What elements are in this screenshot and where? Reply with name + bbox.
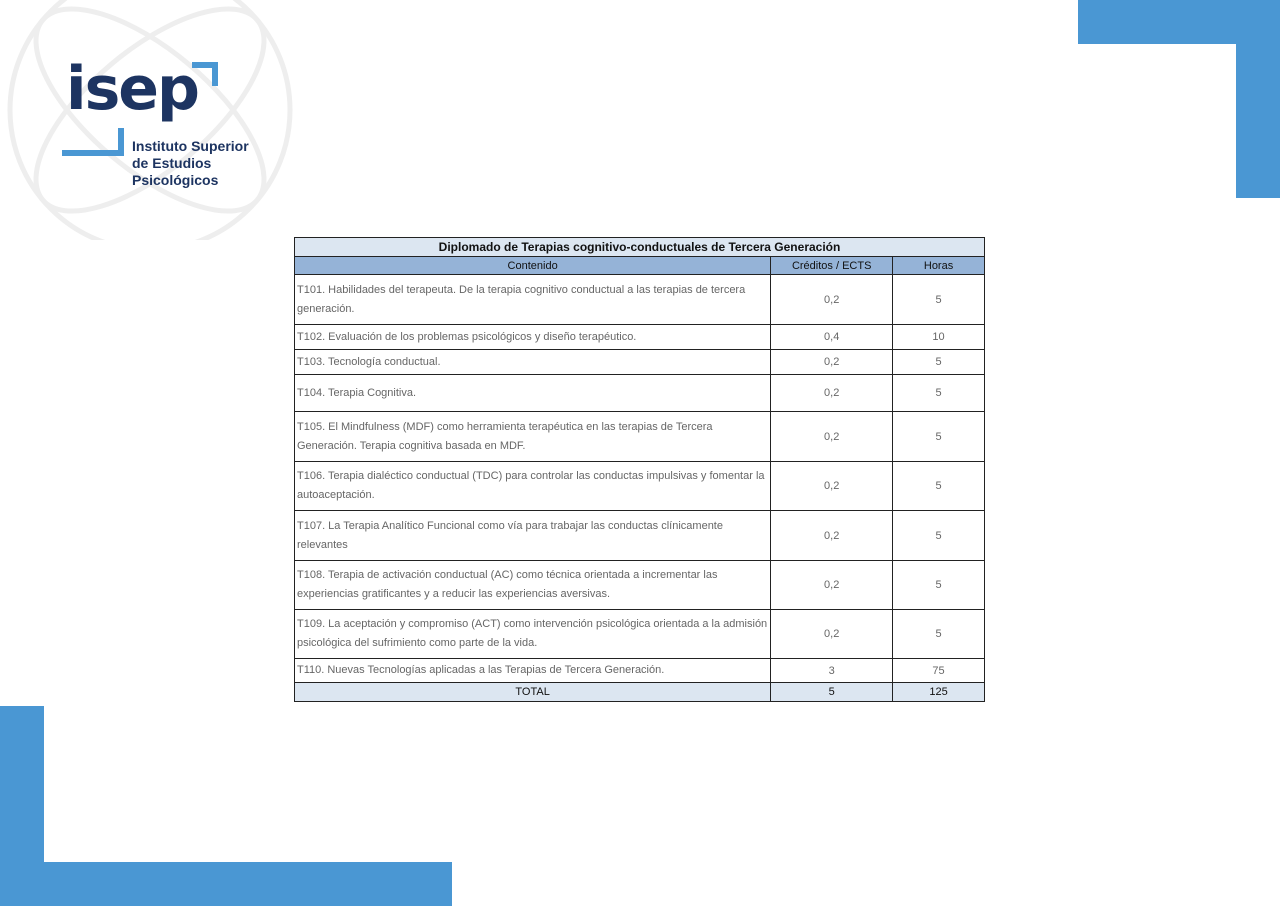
course-table — [294, 237, 985, 702]
corner-decoration-bottom — [0, 862, 452, 906]
table-row — [295, 561, 985, 610]
table-row — [295, 275, 985, 325]
total-label: TOTAL — [295, 683, 771, 702]
row-hours: 5 — [893, 375, 985, 412]
row-content: T103. Tecnología conductual. — [295, 350, 771, 375]
row-credits: 0,2 — [771, 275, 893, 325]
row-credits: 0,2 — [771, 412, 893, 462]
row-credits: 0,2 — [771, 511, 893, 561]
row-hours: 5 — [893, 561, 985, 610]
row-hours: 5 — [893, 412, 985, 462]
row-content: T108. Terapia de activación conductual (AC) como técnica orientada a incrementar las experiencias gratificantes y a reducir las experiencias aversivas. — [295, 561, 771, 610]
table-row — [295, 610, 985, 659]
row-content: T102. Evaluación de los problemas psicológicos y diseño terapéutico. — [295, 325, 771, 350]
header-contenido: Contenido — [295, 257, 771, 275]
row-content: T109. La aceptación y compromiso (ACT) como intervención psicológica orientada a la admisión psicológica del sufrimiento como parte de la vida. — [295, 610, 771, 659]
row-credits: 0,2 — [771, 561, 893, 610]
logo-subtitle-line: Instituto Superior — [132, 138, 249, 154]
logo-subtitle — [132, 138, 249, 189]
row-credits: 3 — [771, 659, 893, 683]
row-credits: 0,4 — [771, 325, 893, 350]
row-content: T101. Habilidades del terapeuta. De la terapia cognitivo conductual a las terapias de tercera generación. — [295, 275, 771, 325]
row-hours: 5 — [893, 350, 985, 375]
header-creditos: Créditos / ECTS — [771, 257, 893, 275]
row-hours: 75 — [893, 659, 985, 683]
table-row — [295, 659, 985, 683]
row-content: T104. Terapia Cognitiva. — [295, 375, 771, 412]
row-credits: 0,2 — [771, 350, 893, 375]
row-credits: 0,2 — [771, 375, 893, 412]
row-content: T106. Terapia dialéctico conductual (TDC) para controlar las conductas impulsivas y fomentar la autoaceptación. — [295, 462, 771, 511]
logo-subtitle-line: de Estudios — [132, 155, 212, 171]
table-row — [295, 375, 985, 412]
isep-logo — [0, 0, 320, 240]
logo-subtitle-line: Psicológicos — [132, 172, 219, 188]
table-row — [295, 412, 985, 462]
total-credits: 5 — [771, 683, 893, 702]
row-content: T105. El Mindfulness (MDF) como herramienta terapéutica en las terapias de Tercera Generación. Terapia cognitiva basada en MDF. — [295, 412, 771, 462]
row-credits: 0,2 — [771, 462, 893, 511]
table-row — [295, 350, 985, 375]
logo-wordmark: isep — [66, 54, 198, 124]
total-hours: 125 — [893, 683, 985, 702]
row-content: T107. La Terapia Analítico Funcional como vía para trabajar las conductas clínicamente relevantes — [295, 511, 771, 561]
row-hours: 5 — [893, 610, 985, 659]
row-credits: 0,2 — [771, 610, 893, 659]
row-content: T110. Nuevas Tecnologías aplicadas a las Terapias de Tercera Generación. — [295, 659, 771, 683]
header-horas: Horas — [893, 257, 985, 275]
table-title: Diplomado de Terapias cognitivo-conductuales de Tercera Generación — [295, 238, 985, 257]
row-hours: 10 — [893, 325, 985, 350]
table-row — [295, 325, 985, 350]
row-hours: 5 — [893, 462, 985, 511]
table-row — [295, 462, 985, 511]
row-hours: 5 — [893, 511, 985, 561]
corner-decoration-right — [1236, 0, 1280, 198]
row-hours: 5 — [893, 275, 985, 325]
table-row — [295, 511, 985, 561]
